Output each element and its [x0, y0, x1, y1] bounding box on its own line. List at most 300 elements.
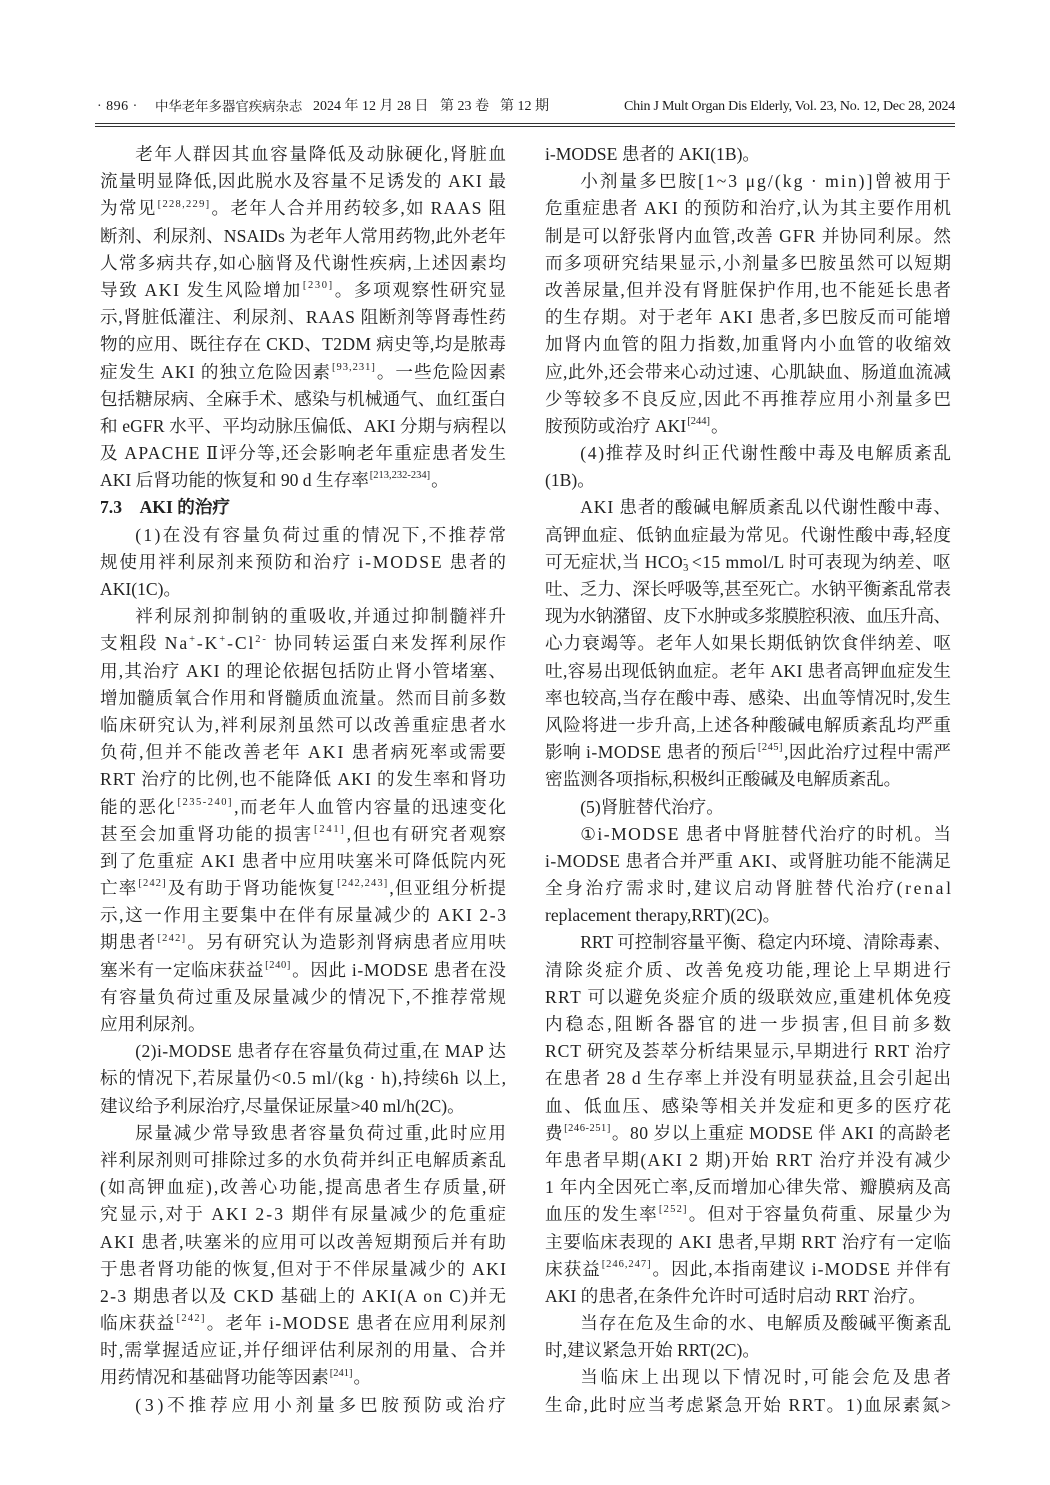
paragraph: [100, 1392, 510, 1419]
text-line: [545, 1256, 951, 1283]
text-line: [100, 848, 506, 875]
paragraph: [545, 168, 954, 440]
text-line: [545, 141, 951, 168]
citation-ref: [213,232-234]: [369, 470, 431, 482]
line-content: [545, 739, 951, 766]
text-run: 示,肾脏低灌注、利尿剂、RAAS 阻断剂等肾毒性药: [100, 307, 507, 328]
line-content: [100, 1174, 508, 1201]
journal-title: 中华老年多器官疾病杂志: [155, 99, 303, 114]
text-line: [545, 1310, 951, 1337]
line-content: [545, 331, 953, 358]
paragraph: [545, 141, 951, 168]
text-run: ,因此治疗过程中需严: [784, 742, 952, 763]
left-column: [100, 141, 510, 1419]
line-content: [100, 848, 507, 875]
line-content: [545, 576, 951, 603]
paragraph: [100, 1120, 509, 1392]
issue-date: 2024 年 12 月 28 日: [313, 99, 429, 114]
line-content: [545, 848, 951, 875]
text-line: [545, 467, 951, 494]
line-content: [100, 467, 449, 494]
text-run: 当临床上出现以下情况时,可能会危及患者: [580, 1367, 954, 1388]
line-content: [580, 1310, 952, 1337]
line-content: [545, 630, 952, 657]
text-line: [545, 1093, 951, 1120]
text-line: [545, 1065, 951, 1092]
text-run: 甚至会加重肾功能的损害: [100, 823, 314, 844]
text-line: [100, 467, 506, 494]
text-line: [100, 440, 506, 467]
text-run: 和 eGFR 水平、平均动脉压偏低、AKI 分期与病程以: [100, 415, 507, 436]
citation-ref: [242]: [157, 932, 187, 944]
paragraph: [545, 929, 955, 1310]
english-citation: Chin J Mult Organ Dis Elderly, Vol. 23, No. 12, Dec 28, 2024: [624, 99, 955, 114]
line-content: [100, 957, 507, 984]
text-run: 密监测各项指标,积极纠正酸碱及电解质紊乱。: [545, 769, 902, 790]
line-content: [100, 576, 181, 603]
text-line: [100, 277, 506, 304]
line-content: [135, 1392, 510, 1419]
line-content: [100, 1093, 465, 1120]
superscript: +: [189, 633, 197, 645]
citation-ref: [242]: [176, 1313, 206, 1325]
text-line: [100, 1364, 506, 1391]
text-run: 包括糖尿病、全麻手术、感染与机械通气、血红蛋白: [100, 388, 507, 409]
line-content: [545, 359, 951, 386]
text-line: [545, 1038, 951, 1065]
text-run: 。因此,本指南建议 i-MODSE 并伴有: [652, 1258, 952, 1279]
text-run: 负荷,但并不能改善老年 AKI 患者病死率或需要: [100, 742, 508, 763]
text-run: (4)推荐及时纠正代谢性酸中毒及电解质紊乱: [580, 443, 953, 464]
text-run: 协同转运蛋白来发挥利尿作: [267, 633, 508, 654]
line-content: [100, 630, 508, 657]
text-line: [545, 957, 954, 984]
text-run: (如高钾血症),改善心功能,提高患者生存质量,研: [100, 1177, 509, 1198]
text-run: 用药情况和基础肾功能等因素: [100, 1367, 329, 1388]
text-line: [100, 250, 506, 277]
text-run: 时,需掌握适应证,并仔细评估利尿剂的用量、合并: [100, 1340, 508, 1361]
line-content: [100, 359, 507, 386]
text-run: AKI(1C)。: [100, 579, 182, 599]
citation-ref: [245]: [757, 742, 783, 754]
text-run: 清除炎症介质、改善免疫功能,理论上早期进行: [545, 959, 954, 980]
text-run: 胺预防或治疗 AKI: [545, 415, 687, 436]
line-content: [545, 1256, 952, 1283]
volume: 第 23 卷: [440, 99, 489, 114]
line-content: [100, 1011, 206, 1038]
line-content: [100, 440, 507, 467]
text-run: replacement therapy,RRT)(2C)。: [545, 905, 781, 926]
text-run: RRT 治疗的比例,也不能降低 AKI 的发生率和肾功: [100, 769, 507, 790]
line-content: [100, 331, 506, 358]
line-content: [545, 549, 951, 576]
text-run: 用,其治疗 AKI 的理论依据包括防止肾小管堵塞、: [100, 660, 508, 681]
line-content: [545, 1147, 952, 1174]
text-run: ①i-MODSE 患者中肾脏替代治疗的时机。当: [580, 823, 953, 844]
paragraph: [545, 1310, 951, 1364]
text-run: <15 mmol/L 时可表现为纳差、呕: [691, 551, 952, 572]
paragraph: [100, 522, 509, 604]
text-run: 影响 i-MODSE 患者的预后: [545, 742, 757, 763]
text-run: 。因此 i-MODSE 患者在没: [292, 959, 507, 980]
line-content: [100, 794, 508, 821]
text-line: [545, 739, 951, 766]
text-line: [100, 603, 506, 630]
text-line: [545, 848, 951, 875]
text-line: [545, 413, 951, 440]
line-content: [100, 984, 508, 1011]
text-line: [100, 658, 506, 685]
text-line: [545, 794, 951, 821]
section-title: AKI 的治疗: [139, 497, 231, 518]
line-content: [545, 1038, 952, 1065]
text-line: [100, 1283, 506, 1310]
line-content: [545, 413, 729, 440]
line-content: [545, 386, 953, 413]
text-run: 示,这一作用主要集中在伴有尿量减少的 AKI 2-3: [100, 905, 508, 926]
text-line: [545, 1201, 951, 1228]
line-content: [100, 304, 507, 331]
text-run: 。老年人合并用药较多,如 RAAS 阻: [211, 198, 508, 219]
text-line: [100, 1256, 506, 1283]
line-content: [100, 195, 507, 222]
text-line: [100, 766, 506, 793]
text-run: 临床研究认为,袢利尿剂虽然可以改善重症患者水: [100, 714, 508, 735]
text-run: 。另有研究认为造影剂肾病患者应用呋: [187, 932, 508, 953]
line-content: [100, 1065, 507, 1092]
line-content: [100, 168, 507, 195]
citation-ref: [242]: [138, 878, 167, 890]
line-content: [100, 277, 508, 304]
text-line: [545, 522, 951, 549]
text-line: [100, 1174, 509, 1201]
line-content: [545, 1201, 952, 1228]
text-line: [100, 821, 506, 848]
citation-ref: [242,243]: [337, 878, 389, 890]
citation-ref: [93,231]: [331, 361, 376, 373]
text-line: [545, 223, 951, 250]
text-line: [545, 984, 951, 1011]
text-run: 增加髓质氧合作用和肾髓质血流量。然而目前多数: [100, 687, 507, 708]
text-line: [545, 1229, 951, 1256]
text-line: [100, 1229, 506, 1256]
text-run: i-MODSE 患者合并严重 AKI、或肾脏功能不能满足: [545, 850, 952, 871]
text-run: ,但亚组分析提: [389, 878, 508, 899]
line-content: [545, 304, 952, 331]
superscript: +: [219, 633, 228, 645]
line-content: [100, 658, 507, 685]
text-run: 主要临床表现的 AKI 患者,早期 RRT 治疗有一定临: [545, 1231, 952, 1252]
text-run: RRT 可以避免炎症介质的级联效应,重建机体免疫: [545, 986, 953, 1007]
text-run: 时,建议紧急开始 RRT(2C)。: [545, 1340, 760, 1361]
text-line: [100, 304, 506, 331]
line-content: [100, 1229, 507, 1256]
text-line: [545, 277, 951, 304]
text-run: 有容量负荷过重及尿量减少的情况下,不推荐常规: [100, 986, 508, 1007]
line-content: [580, 794, 724, 821]
text-line: [100, 549, 506, 576]
text-run: AKI 后肾功能的恢复和 90 d 生存率: [100, 470, 369, 491]
text-run: 改善尿量,但并没有肾脏保护作用,也不能延长患者: [545, 279, 953, 300]
citation-ref: [246,247]: [601, 1258, 652, 1270]
line-content: [135, 522, 508, 549]
text-run: 人常多病共存,如心脑肾及代谢性疾病,上述因素均: [100, 252, 508, 273]
text-run: 在患者 28 d 生存率上并没有明显获益,且会引起出: [545, 1068, 953, 1089]
text-run: 血、低血压、感染等相关并发症和更多的医疗花: [545, 1095, 953, 1116]
line-content: [545, 875, 954, 902]
text-line: [100, 875, 506, 902]
text-run: 床获益: [545, 1258, 601, 1279]
line-content: [135, 141, 507, 168]
text-line: [100, 413, 506, 440]
text-run: 亡率: [100, 878, 138, 899]
text-line: [545, 386, 951, 413]
line-content: [100, 685, 507, 712]
line-content: [545, 766, 901, 793]
text-run: 。: [353, 1367, 372, 1388]
text-line: [545, 1011, 955, 1038]
line-content: [100, 386, 506, 413]
text-run: 及 APACHE Ⅱ评分等,还会影响老年重症患者发生: [100, 443, 508, 464]
line-content: [545, 902, 780, 929]
line-content: [100, 223, 506, 250]
text-run: 导致 AKI 发生风险增加: [100, 279, 302, 300]
text-run: 吐、乏力、深长呼吸等,甚至死亡。水钠平衡紊乱常表: [545, 579, 951, 599]
text-line: [545, 685, 951, 712]
text-run: 小剂量多巴胺[1~3 μg/(kg · min)]曾被用于: [580, 171, 954, 192]
text-run: 制是可以舒张肾内血管,改善 GFR 并协同利尿。然: [545, 225, 952, 246]
text-run: -K: [196, 633, 220, 654]
text-run: 老年人群因其血容量降低及动脉硬化,肾脏血: [135, 144, 508, 164]
text-run: 内稳态,阻断各器官的进一步损害,但目前多数: [545, 1014, 955, 1034]
right-column: [545, 141, 955, 1419]
paragraph: [545, 821, 954, 930]
text-run: (5)肾脏替代治疗。: [580, 796, 724, 817]
text-run: 全身治疗需求时,建议启动肾脏替代治疗(renal: [545, 878, 954, 899]
line-content: [100, 413, 506, 440]
text-line: [100, 685, 506, 712]
line-content: [545, 250, 953, 277]
text-line: [100, 984, 506, 1011]
line-content: [545, 522, 952, 549]
line-content: [545, 603, 950, 630]
text-run: 尿量减少常导致患者容量负荷过重,此时应用: [135, 1122, 508, 1143]
text-run: 加肾内血管的阻力指数,加重肾内小血管的收缩效: [545, 334, 953, 355]
text-run: ,而老年人血管内容量的迅速变化: [234, 796, 508, 817]
text-line: [545, 440, 951, 467]
paragraph: [100, 1038, 506, 1120]
text-run: 期患者: [100, 932, 157, 953]
text-line: [100, 1065, 506, 1092]
text-run: 生命,此时应当考虑紧急开始 RRT。1)血尿素氮>: [545, 1394, 953, 1415]
text-line: [100, 902, 506, 929]
line-content: [100, 875, 507, 902]
text-run: 标的情况下,若尿量仍<0.5 ml/(kg · h),持续6h 以上,: [100, 1068, 507, 1089]
text-run: 心力衰竭等。老年人如果长期低钠饮食伴纳差、呕: [545, 633, 952, 654]
line-content: [100, 549, 508, 576]
text-line: [100, 1392, 510, 1419]
text-run: 。但对于容量负荷重、尿量少为: [688, 1204, 953, 1225]
line-content: [545, 141, 760, 168]
line-content: [580, 1364, 954, 1391]
line-content: [100, 739, 508, 766]
line-content: [545, 658, 951, 685]
line-content: [545, 685, 951, 712]
text-run: 塞米有一定临床获益: [100, 959, 265, 980]
text-run: 的生存期。对于老年 AKI 患者,多巴胺反而可能增: [545, 307, 953, 328]
text-line: [100, 1147, 506, 1174]
text-line: [545, 1283, 951, 1310]
line-content: [100, 1337, 507, 1364]
text-run: 及有助于肾功能恢复: [167, 878, 337, 899]
line-content: [545, 1283, 926, 1310]
line-content: [545, 1065, 952, 1092]
text-run: 血压的发生率: [545, 1204, 658, 1225]
page-number: · 896 ·: [97, 99, 138, 114]
text-line: [100, 630, 506, 657]
subscript: 3: [683, 562, 689, 574]
text-run: 。老年 i-MODSE 患者在应用利尿剂: [206, 1313, 508, 1334]
text-run: (1)在没有容量负荷过重的情况下,不推荐常: [135, 524, 509, 545]
line-content: [100, 766, 507, 793]
text-line: [100, 386, 506, 413]
line-content: [545, 277, 952, 304]
text-run: 。80 岁以上重症 MODSE 伴 AKI 的高龄老: [611, 1122, 952, 1143]
citation-ref: [235-240]: [177, 796, 234, 808]
text-run: 风险将进一步升高,上述各种酸碱电解质紊乱均严重: [545, 714, 952, 735]
text-line: [545, 1174, 951, 1201]
line-content: [100, 1283, 507, 1310]
text-line: [545, 359, 951, 386]
citation-ref: [241]: [329, 1367, 353, 1379]
text-run: RRT 可控制容量平衡、稳定内环境、清除毒素、: [580, 932, 951, 953]
text-run: 袢利尿剂抑制钠的重吸收,并通过抑制髓袢升: [135, 606, 508, 627]
text-line: [100, 712, 506, 739]
text-run: 当存在危及生命的水、电解质及酸碱平衡紊乱: [580, 1313, 952, 1334]
text-run: 究显示,对于 AKI 2-3 期伴有尿量减少的危重症: [100, 1204, 509, 1225]
text-line: [100, 1310, 506, 1337]
ion-charge: [683, 555, 689, 573]
text-run: -Cl: [227, 633, 256, 654]
text-run: 临床获益: [100, 1313, 176, 1334]
text-line: [100, 223, 506, 250]
text-line: [545, 902, 951, 929]
text-run: (1B)。: [545, 470, 595, 491]
text-run: 少等较多不良反应,因此不再推荐应用小剂量多巴: [545, 388, 953, 409]
text-run: AKI 患者,呋塞米的应用可以改善短期预后并有助: [100, 1231, 508, 1252]
paragraph: [100, 603, 506, 1038]
text-line: [545, 603, 951, 630]
text-run: 能的恶化: [100, 796, 177, 817]
line-content: [580, 440, 952, 467]
text-line: [545, 630, 951, 657]
text-run: 建议给予利尿治疗,尽量保证尿量>40 ml/h(2C)。: [100, 1095, 465, 1116]
text-run: 断剂、利尿剂、NSAIDs 为老年人常用药物,此外老年: [100, 225, 507, 246]
line-content: [545, 195, 952, 222]
text-line: [100, 359, 506, 386]
line-content: [545, 1337, 760, 1364]
text-line: [100, 929, 506, 956]
line-content: [580, 929, 951, 956]
text-run: 1 年内全因死亡率,反而增加心律失常、瓣膜病及高: [545, 1177, 952, 1198]
text-run: 流量明显降低,因此脱水及容量不足诱发的 AKI 最: [100, 171, 508, 192]
line-content: [100, 250, 507, 277]
citation-ref: [252]: [658, 1204, 688, 1216]
text-run: 应用利尿剂。: [100, 1014, 206, 1034]
line-content: [100, 712, 508, 739]
paragraph: [545, 440, 951, 494]
text-run: 率也较高,当存在酸中毒、感染、出血等情况时,发生: [545, 687, 952, 708]
text-line: [100, 168, 506, 195]
text-run: 吐,容易出现低钠血症。老年 AKI 患者高钾血症发生: [545, 660, 952, 681]
text-run: ,但也有研究者观察: [346, 823, 508, 844]
line-content: [545, 1011, 954, 1038]
line-content: [100, 1310, 507, 1337]
text-run: 症发生 AKI 的独立危险因素: [100, 361, 331, 382]
line-content: [100, 929, 507, 956]
text-run: 危重症患者 AKI 的预防和治疗,认为其主要作用机: [545, 198, 953, 219]
text-run: 到了危重症 AKI 患者中应用呋塞米可降低院内死: [100, 850, 508, 871]
line-content: [545, 1174, 952, 1201]
citation-ref: [240]: [265, 959, 292, 971]
citation-ref: [244]: [687, 416, 710, 427]
section-number: 7.3: [100, 497, 122, 518]
text-run: 应,此外,还会带来心动过速、心肌缺血、肠道血流减: [545, 361, 952, 382]
text-run: 现为水钠潴留、皮下水肿或多浆膜腔积液、血压升高、: [545, 606, 951, 627]
text-line: [545, 821, 951, 848]
text-run: 2-3 期患者以及 CKD 基础上的 AKI(A on C)并无: [100, 1285, 508, 1306]
text-line: [545, 875, 954, 902]
line-content: [135, 1120, 507, 1147]
line-content: [100, 902, 508, 929]
text-line: [100, 1038, 506, 1065]
line-content: [135, 1038, 506, 1065]
line-content: [100, 821, 508, 848]
text-line: [545, 1120, 951, 1147]
text-line: [545, 168, 954, 195]
text-run: 费: [545, 1122, 564, 1143]
text-line: [545, 1337, 951, 1364]
text-line: [100, 522, 509, 549]
text-run: 为常见: [100, 198, 157, 219]
text-line: [545, 766, 951, 793]
line-content: [545, 712, 952, 739]
text-line: [545, 658, 951, 685]
line-content: [545, 1120, 952, 1147]
header-double-rule: [95, 123, 955, 127]
paragraph: [545, 794, 951, 821]
text-line: [545, 331, 951, 358]
line-content: [545, 984, 952, 1011]
line-content: [545, 223, 952, 250]
text-line: [545, 576, 951, 603]
text-line: [100, 576, 506, 603]
text-run: (2)i-MODSE 患者存在容量负荷过重,在 MAP 达: [135, 1041, 507, 1062]
text-line: [545, 1364, 954, 1391]
citation-ref: [241]: [314, 823, 346, 835]
text-run: 。多项观察性研究显: [334, 279, 508, 300]
text-line: [545, 1392, 951, 1419]
text-run: 物的应用、既往存在 CKD、T2DM 病史等,均是脓毒: [100, 334, 507, 355]
text-line: [545, 1147, 951, 1174]
text-run: 袢利尿剂则可排除过多的水负荷并纠正电解质紊乱: [100, 1149, 507, 1170]
text-line: [100, 331, 506, 358]
line-content: [545, 467, 595, 494]
paragraph: [545, 494, 951, 793]
text-line: [100, 1337, 506, 1364]
text-line: [100, 1201, 509, 1228]
superscript: 2-: [255, 633, 268, 645]
